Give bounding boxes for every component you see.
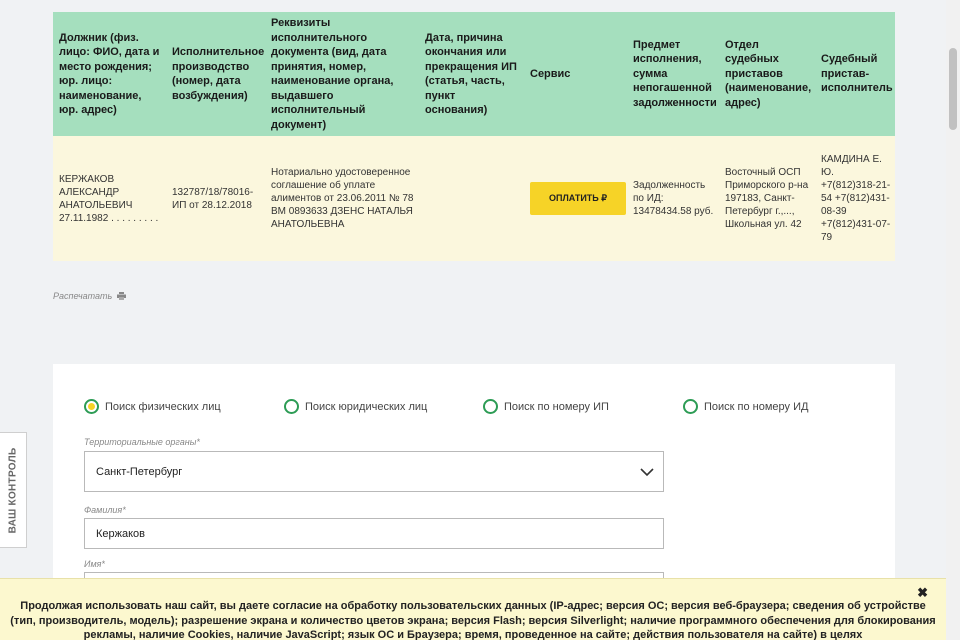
cell-end-date [419,136,524,261]
header-debtor: Должник (физ. лицо: ФИО, дата и место рождения; юр. лицо: наименование, юр. адрес) [53,12,166,136]
scrollbar[interactable] [946,0,960,640]
region-value: Санкт-Петербург [96,465,183,478]
header-department: Отдел судебных приставов (наименование, адрес) [719,12,815,136]
chevron-down-icon [639,465,655,479]
radio-unchecked-icon [284,399,299,414]
header-bailiff: Судебный пристав-исполнитель [815,12,895,136]
surname-label: Фамилия* [84,505,126,515]
side-tab-feedback[interactable] [0,432,27,548]
region-label: Территориальные органы* [84,437,200,447]
radio-id-number[interactable] [683,399,808,414]
table-row [53,136,895,261]
table-header-row [53,12,895,136]
surname-input[interactable] [84,518,664,549]
close-icon[interactable]: ✖ [917,585,928,600]
print-link[interactable] [53,291,126,301]
print-label: Распечатать [53,291,113,301]
cell-document: Нотариально удостоверенное соглашение об уплате алиментов от 23.06.2011 № 78 ВМ 0893633 ДЗЕНС НАТАЛЬЯ АНАТОЛЬЕВНА [265,136,419,261]
header-end-date: Дата, причина окончания или прекращения ИП (статья, часть, пункт основания) [419,12,524,136]
radio-legal-entities[interactable] [284,399,427,414]
pay-button[interactable]: ОПЛАТИТЬ ₽ [530,182,626,215]
bailiff-phones: +7(812)318-21-54 +7(812)431-08-39 +7(812)431-07-79 [821,180,891,243]
radio-label: Поиск юридических лиц [305,400,428,413]
radio-unchecked-icon [683,399,698,414]
cell-debtor: КЕРЖАКОВ АЛЕКСАНДР АНАТОЛЬЕВИЧ 27.11.1982 . . . . . . . . . [53,136,166,261]
bailiff-name: КАМДИНА Е. Ю. [821,154,882,178]
side-tab-label: ВАШ КОНТРОЛЬ [7,447,19,533]
header-service: Сервис [524,12,627,136]
cookie-text: Продолжая использовать наш сайт, вы даете согласие на обработку пользовательских данных (IP-адрес; версия ОС; версия веб-браузера; сведения об устройстве (тип, производитель, модель); разрешение экрана и количество цветов экрана; версия Flash; версия Silverlight; наличие программного обеспечения для блокирования рекламы, наличие Cookies, наличие JavaScript; язык ОС и Браузера; время, проведенное на сайте; действия пользователя на сайте) в целях [10,600,936,640]
cell-service [524,136,627,261]
region-select[interactable] [84,451,664,492]
header-proceeding: Исполнительное производство (номер, дата возбуждения) [166,12,265,136]
radio-unchecked-icon [483,399,498,414]
radio-checked-icon [84,399,99,414]
header-document: Реквизиты исполнительного документа (вид, дата принятия, номер, наименование органа, выдавшего исполнительный документ) [265,12,419,136]
cell-bailiff [815,136,895,261]
radio-label: Поиск по номеру ИД [704,400,809,413]
cell-subject: Задолженность по ИД: 13478434.58 руб. [627,136,719,261]
radio-individuals[interactable] [84,399,221,414]
cell-department: Восточный ОСП Приморского р-на 197183, Санкт-Петербург г.,..., Школьная ул. 42 [719,136,815,261]
header-subject: Предмет исполнения, сумма непогашенной задолженности [627,12,719,136]
scrollbar-thumb[interactable] [949,48,957,130]
radio-label: Поиск физических лиц [105,400,221,413]
cookie-banner [0,578,946,640]
radio-label: Поиск по номеру ИП [504,400,609,413]
radio-ip-number[interactable] [483,399,609,414]
results-table [53,12,895,261]
name-label: Имя* [84,559,105,569]
printer-icon [117,292,126,300]
cell-proceeding: 132787/18/78016-ИП от 28.12.2018 [166,136,265,261]
surname-value: Кержаков [96,527,146,540]
